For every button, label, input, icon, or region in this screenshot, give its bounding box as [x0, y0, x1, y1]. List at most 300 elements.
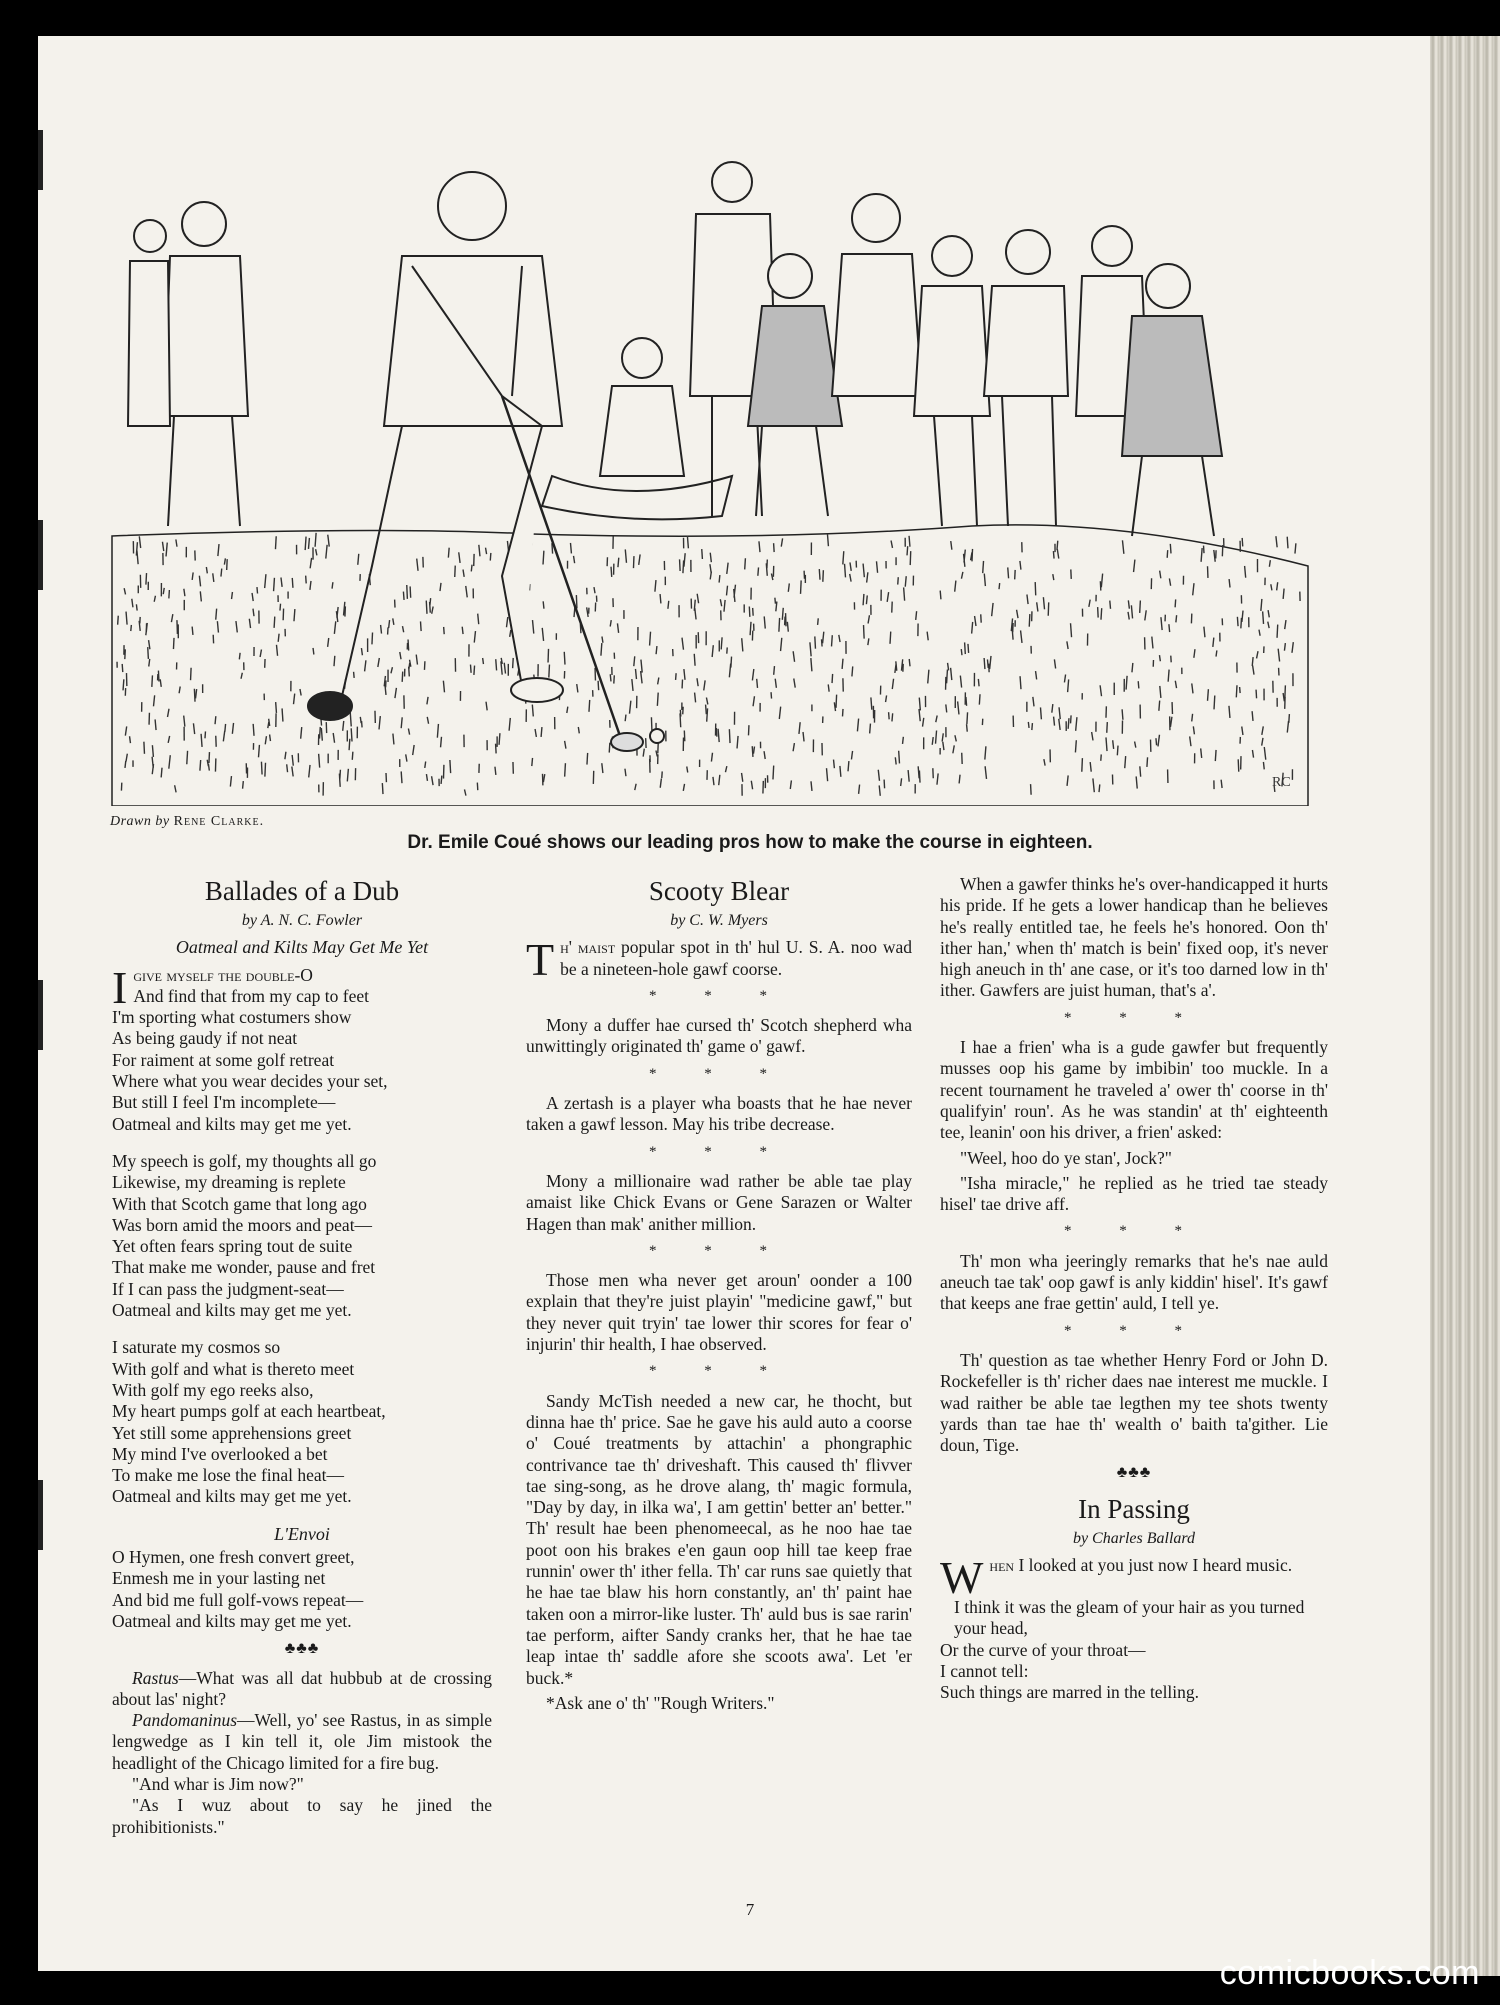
- paragraph: Those men wha never get aroun' oonder a 100 explain that they're juist playin' "medicine gawf," but they never quit tryin' tae lower thir scores for fear o' injurin' thir health, I hae observed.: [526, 1270, 912, 1355]
- grass-stroke: [275, 536, 276, 549]
- grass-stroke: [1170, 544, 1171, 554]
- dialog-line: "As I wuz about to say he jined the prohibitionists.": [112, 1795, 492, 1837]
- grass-stroke: [909, 659, 910, 666]
- grass-stroke: [1169, 624, 1170, 632]
- verse-line: My heart pumps golf at each heartbeat,: [112, 1401, 386, 1422]
- envoi: [112, 1547, 492, 1632]
- envoi-title: L'Envoi: [274, 1523, 330, 1544]
- grass-stroke: [731, 657, 732, 668]
- grass-stroke: [1107, 722, 1108, 733]
- grass-stroke: [1126, 676, 1127, 690]
- grass-stroke: [292, 578, 293, 588]
- grass-stroke: [1101, 608, 1102, 620]
- verse-line: And bid me full golf-vows repeat—: [112, 1589, 364, 1610]
- grass-stroke: [243, 781, 244, 789]
- grass-stroke: [840, 766, 841, 777]
- section-break: * * *: [649, 1242, 789, 1259]
- grass-stroke: [354, 672, 355, 678]
- grass-stroke: [123, 679, 124, 690]
- grass-stroke: [687, 766, 688, 772]
- grass-stroke: [209, 752, 210, 763]
- grass-stroke: [1252, 657, 1253, 666]
- verse-line: With that Scotch game that long ago: [112, 1193, 367, 1214]
- grass-stroke: [1287, 537, 1288, 549]
- grass-stroke: [225, 724, 226, 732]
- paragraph: Th' question as tae whether Henry Ford or John D. Rockefeller is th' richer daes nae interest me muckle. I wad raither be able tae legthen my tee shots twenty yards than tae hae th' wealth o' baith ta'gither. Lie doun, Tige.: [940, 1349, 1328, 1456]
- stanza-1: [112, 961, 492, 1135]
- grass-stroke: [901, 778, 902, 786]
- grass-stroke: [1138, 681, 1139, 688]
- grass-stroke: [598, 681, 599, 690]
- passing-byline: by Charles Ballard: [1072, 1529, 1196, 1547]
- grass-stroke: [499, 733, 500, 745]
- grass-stroke: [1167, 550, 1168, 558]
- grass-stroke: [1040, 707, 1041, 719]
- grass-stroke: [787, 622, 788, 632]
- grass-stroke: [1213, 638, 1214, 647]
- grass-stroke: [191, 668, 192, 680]
- verse-line: To make me lose the final heat—: [112, 1465, 345, 1486]
- grass-stroke: [532, 758, 533, 766]
- grass-stroke: [192, 627, 193, 635]
- grass-stroke: [426, 601, 427, 614]
- site-watermark: comicbooks.com: [1219, 1954, 1480, 1992]
- grass-stroke: [832, 674, 833, 683]
- grass-stroke: [201, 734, 202, 747]
- grass-stroke: [1215, 750, 1216, 761]
- grass-stroke: [401, 771, 402, 783]
- golf-illustration: [72, 96, 1342, 806]
- grass-stroke: [749, 606, 750, 616]
- column-ballades: [112, 874, 492, 1838]
- grass-stroke: [430, 602, 431, 613]
- grass-stroke: [892, 713, 893, 721]
- grass-stroke: [979, 694, 980, 704]
- grass-stroke: [716, 728, 717, 737]
- grass-stroke: [775, 598, 776, 604]
- grass-stroke: [896, 661, 897, 670]
- grass-stroke: [618, 558, 619, 567]
- grass-stroke: [815, 636, 816, 648]
- grass-stroke: [904, 587, 905, 600]
- grass-stroke: [282, 708, 283, 721]
- grass-stroke: [450, 760, 451, 773]
- grass-stroke: [828, 684, 829, 691]
- grass-stroke: [909, 536, 910, 547]
- grass-stroke: [495, 767, 496, 775]
- grass-stroke: [707, 708, 708, 721]
- verse-line: I saturate my cosmos so: [112, 1337, 281, 1358]
- grass-stroke: [625, 715, 626, 722]
- grass-stroke: [221, 569, 222, 577]
- grass-stroke: [470, 665, 471, 673]
- grass-stroke: [253, 724, 254, 736]
- grass-stroke: [130, 736, 131, 743]
- grass-stroke: [1236, 685, 1237, 697]
- binding-mark: [38, 980, 43, 1050]
- grass-stroke: [961, 649, 962, 655]
- grass-stroke: [1132, 663, 1133, 672]
- grass-stroke: [863, 594, 864, 605]
- grass-stroke: [541, 727, 542, 737]
- grass-stroke: [1052, 704, 1053, 713]
- grass-stroke: [818, 618, 819, 625]
- verse-line: I think it was the gleam of your hair as you turned your head,: [954, 1597, 1305, 1639]
- grass-stroke: [227, 559, 228, 570]
- grass-stroke: [822, 639, 823, 646]
- grass-stroke: [152, 675, 153, 687]
- grass-stroke: [932, 737, 933, 745]
- grass-stroke: [1263, 762, 1264, 769]
- grass-stroke: [1125, 756, 1126, 768]
- grass-stroke: [657, 693, 658, 706]
- grass-stroke: [206, 567, 207, 573]
- verse-line: With golf my ego reeks also,: [112, 1379, 314, 1400]
- grass-stroke: [967, 712, 968, 724]
- grass-stroke: [1099, 784, 1100, 792]
- grass-stroke: [1295, 543, 1296, 553]
- grass-stroke: [898, 577, 899, 584]
- grass-stroke: [1113, 740, 1114, 749]
- grass-stroke: [587, 753, 588, 765]
- grass-stroke: [1216, 650, 1217, 656]
- grass-stroke: [1156, 738, 1157, 745]
- grass-stroke: [1192, 714, 1193, 722]
- grass-stroke: [1269, 560, 1270, 567]
- grass-stroke: [758, 567, 759, 575]
- grass-stroke: [1031, 784, 1032, 795]
- grass-stroke: [890, 632, 891, 644]
- grass-stroke: [410, 586, 411, 597]
- grass-stroke: [308, 538, 309, 549]
- grass-stroke: [543, 551, 544, 565]
- scooty-body: [526, 934, 912, 1714]
- grass-stroke: [350, 713, 351, 727]
- paragraph: popular spot in th' hul U. S. A. noo wad be a nineteen-hole gawf coorse.: [560, 937, 912, 979]
- paragraph: When a gawfer thinks he's over-handicapped it hurts his pride. If he gets a lower handicap than he believes he's really entitled tae, he feels he's honored. Oon th' ither han,' when th' match is bein' fixed oop, it's never high aneuch in th' ane case, or it's too darned low in th' ither. Gawfers are juist human, that's a'.: [940, 874, 1328, 1001]
- verse-line: Or the curve of your throat—: [940, 1639, 1146, 1660]
- verse-line: Yet often fears spring tout de suite: [112, 1236, 353, 1257]
- grass-stroke: [967, 724, 968, 731]
- speaker-name: Rastus: [132, 1667, 179, 1688]
- grass-stroke: [729, 729, 730, 743]
- grass-stroke: [1176, 615, 1177, 622]
- verse-line: Oatmeal and kilts may get me yet.: [112, 1610, 352, 1631]
- section-break: * * *: [649, 987, 789, 1004]
- grass-stroke: [750, 622, 751, 635]
- grass-stroke: [1168, 670, 1169, 682]
- grass-stroke: [421, 621, 422, 631]
- dialog-line: —What was all dat hubbub at de crossing about las' night?: [112, 1667, 492, 1709]
- grass-stroke: [169, 590, 170, 598]
- grass-stroke: [253, 609, 254, 617]
- grass-stroke: [968, 644, 969, 653]
- dropcap: I: [112, 961, 128, 1013]
- grass-stroke: [118, 616, 119, 625]
- grass-stroke: [372, 632, 373, 644]
- speaker-name: Pandomaninus: [132, 1710, 237, 1731]
- paragraph: Th' mon wha jeeringly remarks that he's nae auld aneuch tae tak' oop gawf is anly kiddin' hisel'. It's gawf that keeps ane frae gettin' auld, I tell ye.: [940, 1250, 1328, 1314]
- grass-stroke: [131, 625, 132, 631]
- grass-stroke: [448, 548, 449, 558]
- illustration-caption: Dr. Emile Coué shows our leading pros how to make the course in eighteen.: [407, 832, 1093, 853]
- grass-stroke: [278, 634, 279, 642]
- grass-stroke: [801, 580, 802, 593]
- grass-stroke: [919, 771, 920, 783]
- grass-stroke: [1283, 589, 1284, 599]
- grass-stroke: [774, 666, 775, 675]
- grass-stroke: [752, 746, 753, 757]
- paragraph: "Weel, hoo do ye stan', Jock?": [960, 1147, 1172, 1168]
- grass-stroke: [1237, 617, 1238, 626]
- grass-stroke: [352, 752, 353, 760]
- dropcap: T: [526, 934, 555, 986]
- grass-stroke: [441, 737, 442, 747]
- grass-stroke: [866, 595, 867, 604]
- grass-stroke: [832, 635, 833, 646]
- verse-line: As being gaudy if not neat: [112, 1028, 298, 1049]
- binding-mark: [38, 130, 43, 190]
- grass-stroke: [232, 592, 233, 599]
- grass-stroke: [859, 785, 860, 794]
- grass-stroke: [1032, 723, 1033, 730]
- verse-line: Yet still some apprehensions greet: [112, 1422, 352, 1443]
- grass-stroke: [381, 625, 382, 634]
- grass-stroke: [966, 697, 967, 706]
- grass-stroke: [1098, 607, 1099, 617]
- grass-stroke: [757, 679, 758, 688]
- clover-ornament: ♣♣♣: [1116, 1464, 1152, 1482]
- illustration-credit: [110, 814, 264, 830]
- grass-stroke: [471, 565, 472, 572]
- grass-stroke: [407, 585, 408, 599]
- grass-stroke: [905, 576, 906, 586]
- section-break: * * *: [1064, 1009, 1204, 1026]
- paragraph: Mony a duffer hae cursed th' Scotch shepherd wha unwittingly originated th' game o' gawf.: [526, 1015, 912, 1057]
- grass-stroke: [656, 646, 657, 654]
- grass-stroke: [192, 572, 193, 580]
- grass-stroke: [280, 604, 281, 611]
- passing-poem: [940, 1552, 1328, 1703]
- grass-stroke: [136, 604, 137, 610]
- grass-stroke: [1263, 611, 1264, 623]
- grass-stroke: [321, 728, 322, 741]
- paragraph: I hae a frien' wha is a gude gawfer but frequently musses oop his game by imbibin' too muckle. In a recent tournament he traveled a' ower th' coorse in th' qualifyin' roun'. As he was standin' at th' eighteenth tee, leanin' oon his driver, a frien' asked:: [940, 1037, 1328, 1143]
- scooty-title: Scooty Blear: [648, 876, 790, 906]
- binding-mark: [38, 520, 43, 590]
- grass-stroke: [972, 622, 973, 634]
- grass-stroke: [773, 766, 774, 780]
- grass-stroke: [819, 569, 820, 580]
- grass-stroke: [1229, 706, 1230, 718]
- grass-stroke: [779, 618, 780, 632]
- verse-line: With golf and what is thereto meet: [112, 1358, 355, 1379]
- grass-stroke: [601, 643, 602, 656]
- grass-stroke: [261, 762, 262, 775]
- grass-stroke: [676, 673, 677, 680]
- grass-stroke: [402, 672, 403, 682]
- section-break: * * *: [1064, 1223, 1204, 1240]
- grass-stroke: [287, 764, 288, 772]
- grass-stroke: [462, 627, 463, 634]
- grass-stroke: [474, 666, 475, 675]
- grass-stroke: [490, 553, 491, 561]
- grass-stroke: [389, 620, 390, 628]
- grass-stroke: [727, 586, 728, 596]
- artist-monogram: RC: [1272, 775, 1291, 790]
- grass-stroke: [680, 559, 681, 571]
- grass-stroke: [589, 700, 590, 712]
- grass-stroke: [1240, 687, 1241, 693]
- grass-stroke: [208, 764, 209, 771]
- grass-stroke: [1140, 766, 1141, 776]
- paragraph: A zertash is a player wha boasts that he hae never taken a gawf lesson. May his tribe decrease.: [526, 1093, 912, 1135]
- grass-stroke: [984, 658, 985, 669]
- verse-line: And find that from my cap to feet: [133, 985, 370, 1006]
- grass-stroke: [155, 719, 156, 730]
- grass-stroke: [549, 665, 550, 678]
- grass-stroke: [660, 594, 661, 603]
- grass-stroke: [513, 658, 514, 668]
- grass-stroke: [543, 601, 544, 608]
- grass-stroke: [1147, 757, 1148, 767]
- grass-stroke: [496, 744, 497, 754]
- grass-stroke: [276, 702, 277, 713]
- paragraph: Mony a millionaire wad rather be able tae play amaist like Chick Evans or Gene Sarazen or Walter Hagen than mak' anither million.: [526, 1170, 912, 1234]
- grass-stroke: [889, 712, 890, 719]
- grass-stroke: [163, 588, 164, 594]
- grass-stroke: [239, 653, 240, 660]
- grass-stroke: [1140, 601, 1141, 613]
- grass-stroke: [570, 543, 571, 554]
- column-continued: [940, 874, 1328, 1704]
- verse-line: Oatmeal and kilts may get me yet.: [112, 1486, 352, 1507]
- verse-line: Was born amid the moors and peat—: [112, 1214, 373, 1235]
- grass-stroke: [702, 549, 703, 559]
- grass-stroke: [1082, 758, 1083, 772]
- grass-stroke: [842, 659, 843, 669]
- grass-stroke: [903, 737, 904, 744]
- grass-stroke: [848, 761, 849, 771]
- grass-stroke: [978, 679, 979, 686]
- section-break: * * *: [649, 1363, 789, 1380]
- dropcap: W: [940, 1552, 984, 1604]
- grass-stroke: [1289, 714, 1290, 723]
- grass-stroke: [576, 595, 577, 608]
- grass-stroke: [610, 674, 611, 681]
- grass-stroke: [216, 609, 217, 620]
- credit-prefix: Drawn by: [110, 814, 170, 829]
- grass-stroke: [483, 658, 484, 664]
- grass-stroke: [306, 576, 307, 584]
- grass-stroke: [916, 611, 917, 620]
- verse-line: I'm sporting what costumers show: [112, 1007, 352, 1028]
- section-break: * * *: [649, 1143, 789, 1160]
- grass-stroke: [1175, 599, 1176, 607]
- grass-stroke: [1241, 618, 1242, 628]
- grass-stroke: [215, 716, 216, 724]
- grass-stroke: [836, 695, 837, 708]
- grass-stroke: [1053, 551, 1054, 558]
- grass-stroke: [294, 609, 295, 621]
- grass-stroke: [146, 573, 147, 585]
- grass-stroke: [1159, 655, 1160, 661]
- grass-stroke: [1221, 780, 1222, 788]
- grass-stroke: [959, 775, 960, 784]
- ballades-byline: by A. N. C. Fowler: [241, 912, 363, 929]
- grass-stroke: [1008, 567, 1009, 578]
- grass-stroke: [409, 663, 410, 669]
- grass-stroke: [1110, 601, 1111, 609]
- grass-stroke: [1053, 574, 1054, 580]
- grass-stroke: [1012, 627, 1013, 640]
- ballades-title: Ballades of a Dub: [204, 876, 400, 906]
- grass-stroke: [947, 670, 948, 684]
- grass-stroke: [625, 769, 626, 776]
- grass-stroke: [907, 546, 908, 555]
- rastus-joke: [112, 1668, 492, 1838]
- grass-stroke: [1242, 538, 1243, 547]
- grass-stroke: [745, 558, 746, 569]
- grass-stroke: [694, 600, 695, 611]
- grass-stroke: [614, 675, 615, 683]
- grass-stroke: [259, 745, 260, 757]
- grass-stroke: [358, 554, 359, 565]
- verse-line: My speech is golf, my thoughts all go: [112, 1150, 377, 1171]
- grass-stroke: [200, 760, 201, 771]
- grass-stroke: [194, 689, 195, 702]
- grass-stroke: [823, 570, 824, 582]
- grass-stroke: [687, 536, 688, 549]
- grass-stroke: [1020, 676, 1021, 689]
- grass-stroke: [965, 642, 966, 654]
- verse-line: My mind I've overlooked a bet: [112, 1443, 328, 1464]
- grass-stroke: [1214, 696, 1215, 710]
- verse-line: If I can pass the judgment-seat—: [112, 1278, 344, 1299]
- grass-stroke: [635, 669, 636, 679]
- grass-stroke: [1252, 711, 1253, 721]
- grass-stroke: [611, 567, 612, 577]
- page-number: 7: [745, 1900, 755, 1919]
- grass-stroke: [334, 656, 335, 666]
- grass-stroke: [349, 739, 350, 750]
- grass-stroke: [313, 648, 314, 655]
- grass-stroke: [634, 656, 635, 666]
- grass-stroke: [852, 666, 853, 676]
- smallcaps-lead: h' maist: [560, 937, 616, 958]
- verse-line: Such things are marred in the telling.: [940, 1682, 1200, 1703]
- binding-mark: [38, 1480, 43, 1550]
- verse-line: Oatmeal and kilts may get me yet.: [112, 1300, 352, 1321]
- grass-stroke: [1029, 614, 1030, 627]
- grass-stroke: [532, 705, 533, 717]
- stanza-2: [112, 1151, 492, 1321]
- grass-stroke: [444, 627, 445, 634]
- paragraph: Sandy McTish needed a new car, he thocht, but dinna hae th' price. Sae he gave his auld auto a coorse o' Coué treatments by attachin' a phongraphic contrivance tae th' driveshaft. This caused th' flivver tae sing-song, as he drove alang, th' magic formula, "Day by day, in ilka wa', I am gettin' better an' better." Th' result hae been phenomeecal, as he noo hae tae poot oon his brakes e'en gaun oop hill tae keep frae runnin' ower th' ither fella. Th' car runs sae quietly that he hae tae blaw his horn constantly, an' th' paint hae taken oon a mirror-like luster. Th' auld bus is sae rarin' tae perform, aifter Sandy cranks her, that he hae tae leap intae th' saddle afore she scoots awa'. Let 'er buck.*: [526, 1390, 912, 1688]
- grass-stroke: [148, 647, 149, 659]
- grass-stroke: [843, 709, 844, 716]
- grass-stroke: [173, 638, 174, 649]
- section-break: * * *: [1064, 1322, 1204, 1339]
- grass-stroke: [361, 648, 362, 655]
- grass-stroke: [694, 654, 695, 666]
- grass-stroke: [1068, 718, 1069, 729]
- grass-stroke: [125, 761, 126, 768]
- grass-stroke: [403, 592, 404, 600]
- grass-stroke: [946, 704, 947, 712]
- grass-stroke: [161, 768, 162, 778]
- grass-stroke: [152, 745, 153, 757]
